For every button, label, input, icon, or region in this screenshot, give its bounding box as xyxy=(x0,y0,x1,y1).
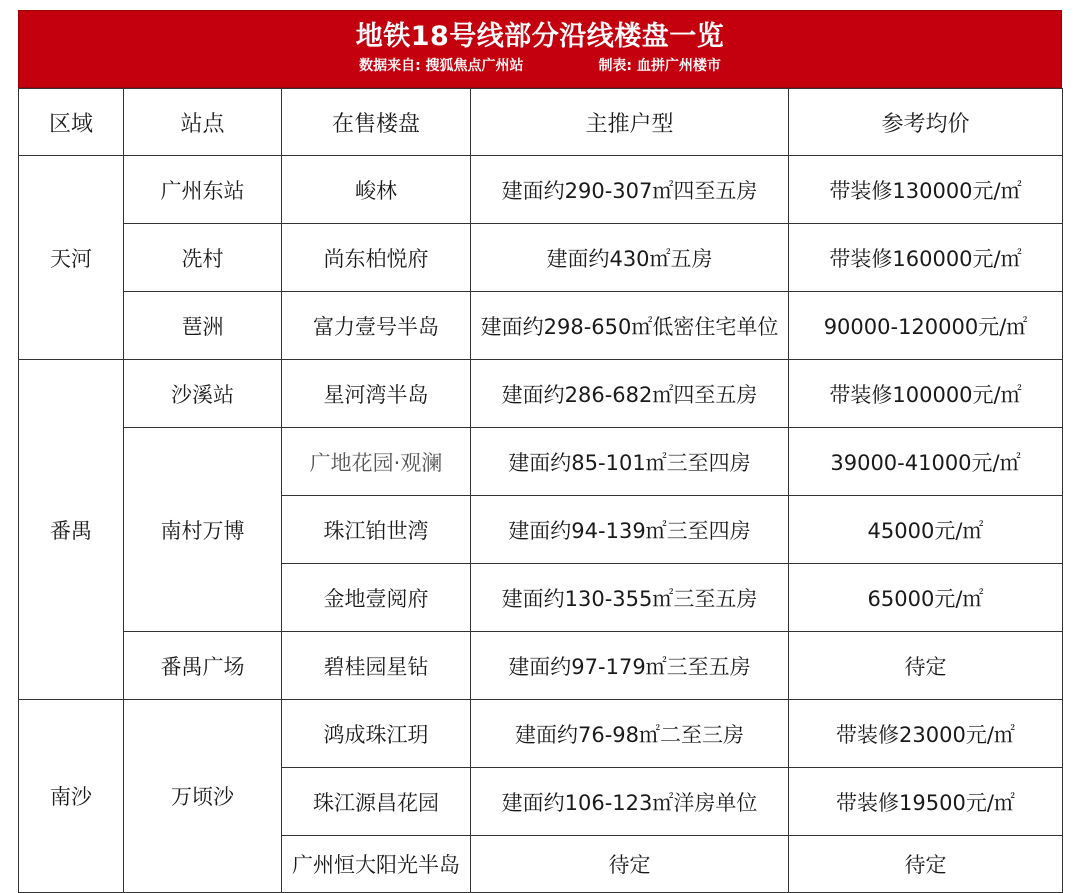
price-cell: 65000元/㎡ xyxy=(789,564,1063,632)
table-row xyxy=(19,360,1063,428)
price-cell: 带装修160000元/㎡ xyxy=(789,224,1063,292)
price-cell: 90000-120000元/㎡ xyxy=(789,292,1063,360)
station-cell: 琶洲 xyxy=(124,292,282,360)
title-banner xyxy=(18,10,1062,88)
subtitle xyxy=(19,56,1061,76)
price-cell: 45000元/㎡ xyxy=(789,496,1063,564)
region-cell: 番禺 xyxy=(19,360,124,700)
price-cell: 带装修100000元/㎡ xyxy=(789,360,1063,428)
table-row xyxy=(19,292,1063,360)
station-cell: 冼村 xyxy=(124,224,282,292)
price-cell: 带装修130000元/㎡ xyxy=(789,156,1063,224)
station-cell: 南村万博 xyxy=(124,428,282,632)
layout-cell: 建面约94-139㎡三至四房 xyxy=(471,496,789,564)
listing-table xyxy=(18,88,1063,893)
col-header-region: 区域 xyxy=(19,89,124,156)
project-cell: 金地壹阅府 xyxy=(282,564,471,632)
station-cell: 番禺广场 xyxy=(124,632,282,700)
project-cell: 尚东柏悦府 xyxy=(282,224,471,292)
layout-cell: 建面约85-101㎡三至四房 xyxy=(471,428,789,496)
data-source: 数据来自: 搜狐焦点广州站 xyxy=(359,58,524,74)
project-cell: 星河湾半岛 xyxy=(282,360,471,428)
price-cell: 待定 xyxy=(789,836,1063,893)
layout-cell: 建面约106-123㎡洋房单位 xyxy=(471,768,789,836)
price-cell: 待定 xyxy=(789,632,1063,700)
station-cell: 沙溪站 xyxy=(124,360,282,428)
col-header-station: 站点 xyxy=(124,89,282,156)
project-cell: 广地花园·观澜 xyxy=(282,428,471,496)
layout-cell: 建面约130-355㎡三至五房 xyxy=(471,564,789,632)
col-header-price: 参考均价 xyxy=(789,89,1063,156)
region-cell: 天河 xyxy=(19,156,124,360)
price-cell: 39000-41000元/㎡ xyxy=(789,428,1063,496)
table-title: 地铁18号线部分沿线楼盘一览 xyxy=(355,21,725,52)
project-cell: 峻林 xyxy=(282,156,471,224)
col-header-project: 在售楼盘 xyxy=(282,89,471,156)
price-cell: 带装修19500元/㎡ xyxy=(789,768,1063,836)
table-maker: 制表: 血拼广州楼市 xyxy=(598,58,721,74)
project-cell: 广州恒大阳光半岛 xyxy=(282,836,471,893)
project-cell: 富力壹号半岛 xyxy=(282,292,471,360)
project-cell: 珠江源昌花园 xyxy=(282,768,471,836)
layout-cell: 建面约290-307㎡四至五房 xyxy=(471,156,789,224)
layout-cell: 建面约76-98㎡二至三房 xyxy=(471,700,789,768)
layout-cell: 建面约298-650㎡低密住宅单位 xyxy=(471,292,789,360)
region-cell: 南沙 xyxy=(19,700,124,893)
layout-cell: 建面约97-179㎡三至五房 xyxy=(471,632,789,700)
station-cell: 万顷沙 xyxy=(124,700,282,893)
layout-cell: 待定 xyxy=(471,836,789,893)
table-row xyxy=(19,224,1063,292)
project-cell: 碧桂园星钻 xyxy=(282,632,471,700)
layout-cell: 建面约430㎡五房 xyxy=(471,224,789,292)
table-row xyxy=(19,428,1063,496)
col-header-layout: 主推户型 xyxy=(471,89,789,156)
project-cell: 珠江铂世湾 xyxy=(282,496,471,564)
listing-sheet xyxy=(18,10,1062,893)
station-cell: 广州东站 xyxy=(124,156,282,224)
table-row xyxy=(19,156,1063,224)
price-cell: 带装修23000元/㎡ xyxy=(789,700,1063,768)
table-row xyxy=(19,700,1063,768)
header-row xyxy=(19,89,1063,156)
table-row xyxy=(19,632,1063,700)
layout-cell: 建面约286-682㎡四至五房 xyxy=(471,360,789,428)
project-cell: 鸿成珠江玥 xyxy=(282,700,471,768)
